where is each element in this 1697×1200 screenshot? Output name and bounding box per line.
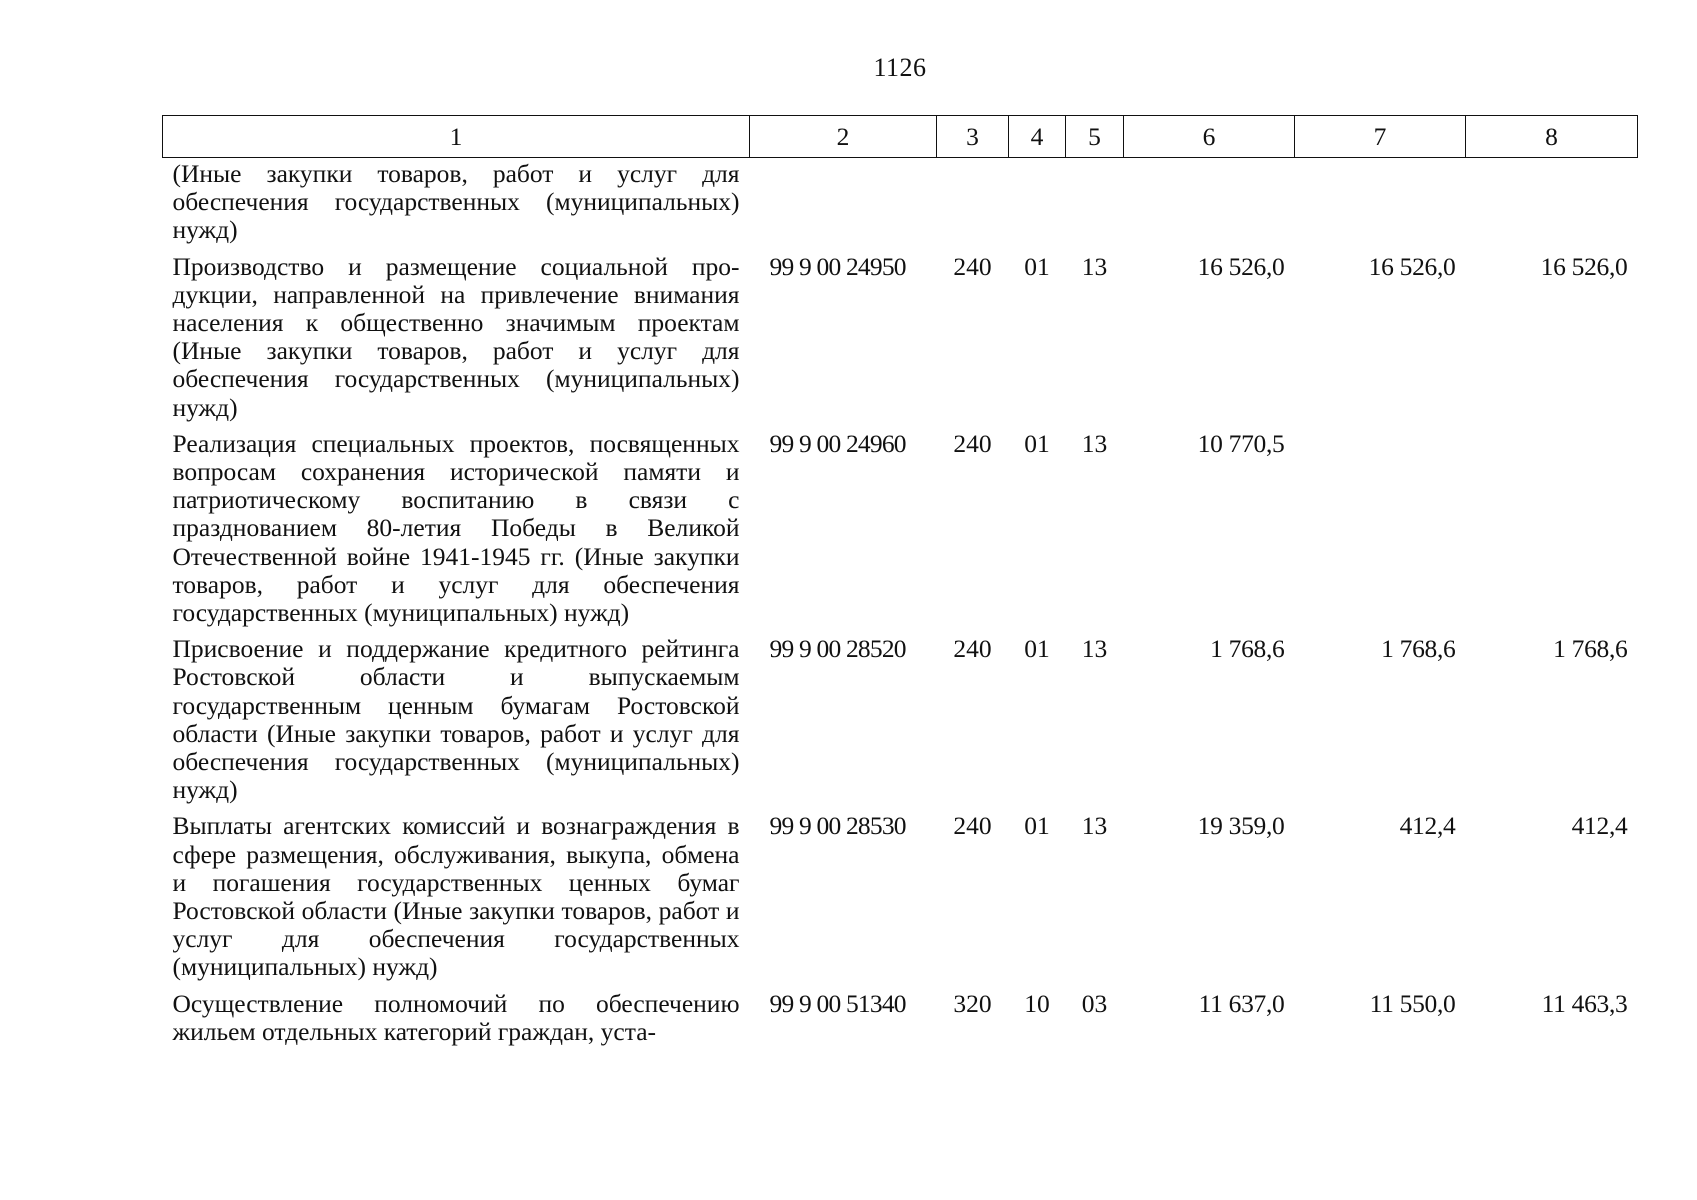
row-section: 01 [1024, 428, 1050, 458]
row-amount-7 [1295, 430, 1466, 635]
row-description: Присвоение и поддержание кредитного рейтинга Ростовской области и выпускаемым государственным ценным бумагам Ростовской области (Иные закупки товаров, работ и услуг для обеспечения государственных (муниципальных) нужд) [172, 634, 740, 805]
row-amount-7: 1 768,6 [1381, 634, 1456, 664]
row-amount-8: 16 526,0 [1540, 251, 1628, 281]
row-subsection: 13 [1081, 251, 1108, 281]
row-amount-7: 11 550,0 [1369, 988, 1456, 1018]
row-code: 99 9 00 24960 [769, 428, 906, 458]
row-subsection: 13 [1081, 428, 1108, 458]
column-header-7: 7 [1295, 116, 1466, 158]
row-section: 01 [1024, 251, 1050, 281]
row-amount-6: 16 526,0 [1197, 251, 1285, 281]
row-description: Производство и размещение социальной продукции, направленной на привлечение внимания населения к общественно значимым проектам (Иные закупки товаров, работ и услуг для обеспечения государственных (муниципальных) нужд) [172, 251, 740, 422]
row-amount-8: 1 768,6 [1553, 634, 1628, 664]
row-expense-type [937, 158, 1009, 253]
row-subsection: 13 [1081, 811, 1108, 841]
table-row [163, 990, 1638, 1054]
row-expense-type: 240 [953, 428, 992, 458]
page-number: 1126 [873, 53, 927, 82]
row-code: 99 9 00 51340 [769, 988, 906, 1018]
column-header-8: 8 [1466, 116, 1638, 158]
column-header-6: 6 [1124, 116, 1295, 158]
row-amount-7: 412,4 [1399, 811, 1456, 841]
row-amount-6: 19 359,0 [1197, 811, 1285, 841]
column-header-5: 5 [1066, 116, 1124, 158]
table-row [163, 430, 1638, 635]
row-amount-8: 11 463,3 [1541, 988, 1628, 1018]
row-section: 01 [1024, 811, 1050, 841]
row-amount-6: 1 768,6 [1210, 634, 1285, 664]
column-header-4: 4 [1009, 116, 1066, 158]
table-row [163, 158, 1638, 253]
row-expense-type: 320 [953, 988, 992, 1018]
budget-table [162, 115, 1638, 1054]
table-row [163, 253, 1638, 430]
column-header-3: 3 [937, 116, 1009, 158]
row-section [1009, 158, 1066, 253]
column-header-1: 1 [163, 116, 750, 158]
column-header-2: 2 [750, 116, 937, 158]
row-expense-type: 240 [953, 634, 992, 664]
row-code [750, 158, 937, 253]
row-subsection: 13 [1081, 634, 1108, 664]
row-section: 01 [1024, 634, 1050, 664]
row-amount-6 [1124, 158, 1295, 253]
table-body [163, 158, 1638, 1055]
table-header [163, 116, 1638, 158]
row-code: 99 9 00 28520 [769, 634, 906, 664]
row-subsection: 03 [1081, 988, 1108, 1018]
row-amount-6: 10 770,5 [1197, 428, 1285, 458]
row-subsection [1066, 158, 1124, 253]
row-description: (Иные закупки товаров, работ и услуг для обеспечения государственных (муниципальных) нужд) [172, 159, 740, 245]
row-expense-type: 240 [953, 251, 992, 281]
row-description: Выплаты агентских комиссий и вознаграждения в сфере размещения, обслуживания, выкупа, обмена и погашения государственных ценных бумаг Ростовской области (Иные закупки товаров, работ и услуг для обеспечения государственных (муниципальных) нужд) [172, 811, 740, 982]
row-amount-8 [1466, 430, 1638, 635]
row-amount-7 [1295, 158, 1466, 253]
row-expense-type: 240 [953, 811, 992, 841]
row-amount-8: 412,4 [1571, 811, 1628, 841]
row-code: 99 9 00 28530 [769, 811, 906, 841]
table-row [163, 812, 1638, 989]
table-row [163, 635, 1638, 812]
row-amount-8 [1466, 158, 1638, 253]
row-description: Реализация специальных проектов, посвященных вопросам сохранения исторической памяти и патриотическому воспитанию в связи с празднованием 80-летия Победы в Великой Отечественной войне 1941-1945 гг. (Иные закупки товаров, работ и услуг для обеспечения государственных (муниципальных) нужд) [172, 428, 740, 628]
row-code: 99 9 00 24950 [769, 251, 906, 281]
header-row [163, 116, 1638, 158]
row-amount-6: 11 637,0 [1198, 988, 1285, 1018]
row-amount-7: 16 526,0 [1368, 251, 1456, 281]
row-section: 10 [1024, 988, 1050, 1018]
row-description: Осуществление полномочий по обеспечению жильем отдельных категорий граждан, уста- [172, 988, 740, 1046]
